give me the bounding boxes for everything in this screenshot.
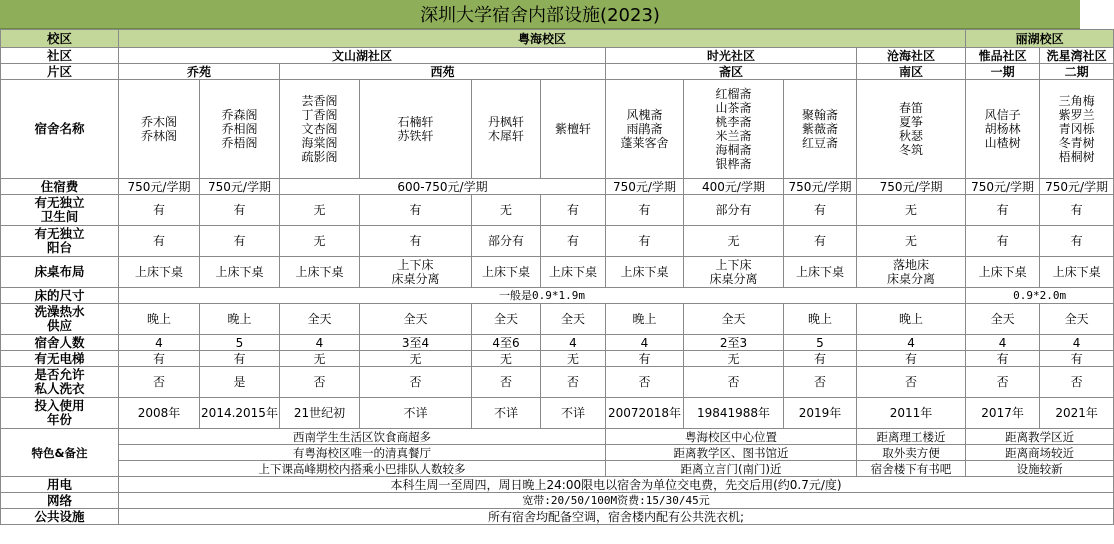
bath-cell: 有 bbox=[606, 195, 684, 226]
cell-line: 海桐斋 bbox=[715, 143, 752, 157]
area-cell: 南区 bbox=[857, 64, 966, 80]
feature-cell: 有粤海校区唯一的清真餐厅 bbox=[119, 445, 606, 461]
people-cell: 4 bbox=[1040, 335, 1114, 351]
area-cell: 乔苑 bbox=[119, 64, 280, 80]
bath-cell: 无 bbox=[857, 195, 966, 226]
cell-line: 洗澡热水 bbox=[34, 304, 85, 319]
bath-cell: 无 bbox=[280, 195, 360, 226]
year-cell: 2014.2015年 bbox=[200, 398, 280, 429]
network-row bbox=[1, 493, 1114, 509]
water-cell: 晚上 bbox=[857, 304, 966, 335]
fee-cell: 400元/学期 bbox=[684, 179, 784, 195]
water-cell: 全天 bbox=[966, 304, 1040, 335]
elevator-cell: 有 bbox=[606, 351, 684, 367]
campus-cell: 粤海校区 bbox=[119, 30, 966, 48]
community-cell: 文山湖社区 bbox=[119, 48, 606, 64]
people-cell: 4至6 bbox=[472, 335, 541, 351]
washer-cell: 否 bbox=[606, 367, 684, 398]
cell-line: 丁香阁 bbox=[301, 108, 338, 122]
row-label bbox=[1, 304, 119, 335]
layout-cell bbox=[684, 257, 784, 288]
dorm-names-cell bbox=[606, 80, 684, 179]
community-cell: 沧海社区 bbox=[857, 48, 966, 64]
layout-cell bbox=[606, 257, 684, 288]
people-row bbox=[1, 335, 1114, 351]
washer-cell: 是 bbox=[200, 367, 280, 398]
cell-line: 卫生间 bbox=[40, 209, 79, 224]
feature-cell: 粤海校区中心位置 bbox=[606, 429, 857, 445]
layout-cell bbox=[200, 257, 280, 288]
fee-cell: 750元/学期 bbox=[200, 179, 280, 195]
fee-cell: 600-750元/学期 bbox=[280, 179, 606, 195]
washer-cell: 否 bbox=[784, 367, 857, 398]
community-cell: 洗星湾社区 bbox=[1040, 48, 1114, 64]
public-row bbox=[1, 509, 1114, 525]
bed-size-row bbox=[1, 288, 1114, 304]
campus-row bbox=[1, 30, 1114, 48]
fee-cell: 750元/学期 bbox=[1040, 179, 1114, 195]
fee-cell: 750元/学期 bbox=[606, 179, 684, 195]
people-cell: 4 bbox=[966, 335, 1040, 351]
washer-cell: 否 bbox=[966, 367, 1040, 398]
cell-line: 木犀轩 bbox=[487, 129, 524, 143]
area-cell: 一期 bbox=[966, 64, 1040, 80]
cell-line: 年份 bbox=[46, 412, 72, 427]
fee-cell: 750元/学期 bbox=[119, 179, 200, 195]
people-cell: 5 bbox=[784, 335, 857, 351]
cell-line: 乔森阁 bbox=[221, 108, 258, 122]
year-cell: 不详 bbox=[541, 398, 606, 429]
cell-line: 梧桐树 bbox=[1058, 150, 1095, 164]
washer-row bbox=[1, 367, 1114, 398]
cell-line: 供应 bbox=[46, 318, 72, 333]
electricity-row bbox=[1, 477, 1114, 493]
row-label: 住宿费 bbox=[1, 179, 119, 195]
cell-line: 紫檀轩 bbox=[554, 122, 591, 136]
water-cell: 晚上 bbox=[119, 304, 200, 335]
washer-cell: 否 bbox=[857, 367, 966, 398]
feature-cell: 宿舍楼下有书吧 bbox=[857, 461, 966, 477]
layout-cell bbox=[360, 257, 472, 288]
cell-line: 紫薇斋 bbox=[801, 122, 838, 136]
dorm-names-cell bbox=[684, 80, 784, 179]
year-cell: 2019年 bbox=[784, 398, 857, 429]
water-cell: 全天 bbox=[280, 304, 360, 335]
layout-cell bbox=[541, 257, 606, 288]
cell-line: 雨鹃斋 bbox=[626, 122, 663, 136]
fee-cell: 750元/学期 bbox=[784, 179, 857, 195]
cell-line: 聚翰斋 bbox=[801, 108, 838, 122]
electricity-cell: 本科生周一至周四，周日晚上24:00限电以宿舍为单位交电费，先交后用(约0.7元/度) bbox=[119, 477, 1114, 493]
community-cell: 时光社区 bbox=[606, 48, 857, 64]
year-cell: 不详 bbox=[360, 398, 472, 429]
cell-line: 落地床 bbox=[893, 258, 930, 272]
balcony-cell: 有 bbox=[541, 226, 606, 257]
row-label: 床桌布局 bbox=[1, 257, 119, 288]
row-label: 特色&备注 bbox=[1, 429, 119, 477]
cell-line: 上床下桌 bbox=[481, 265, 530, 279]
cell-line: 疏影阁 bbox=[301, 150, 338, 164]
cell-line: 床桌分离 bbox=[887, 272, 936, 286]
cell-line: 有无独立 bbox=[34, 226, 85, 241]
row-label: 片区 bbox=[1, 64, 119, 80]
year-cell: 2021年 bbox=[1040, 398, 1114, 429]
cell-line: 银桦斋 bbox=[715, 157, 752, 171]
layout-cell bbox=[119, 257, 200, 288]
layout-cell bbox=[280, 257, 360, 288]
water-cell: 全天 bbox=[1040, 304, 1114, 335]
cell-line: 秋瑟 bbox=[899, 129, 924, 143]
water-cell: 全天 bbox=[360, 304, 472, 335]
year-cell: 20072018年 bbox=[606, 398, 684, 429]
cell-line: 乔梧阁 bbox=[221, 136, 258, 150]
row-label: 宿舍人数 bbox=[1, 335, 119, 351]
year-cell: 21世纪初 bbox=[280, 398, 360, 429]
fee-row bbox=[1, 179, 1114, 195]
feature-cell: 距离理工楼近 bbox=[857, 429, 966, 445]
people-cell: 3至4 bbox=[360, 335, 472, 351]
feature-cell: 距离商场较近 bbox=[966, 445, 1114, 461]
area-cell: 二期 bbox=[1040, 64, 1114, 80]
row-label bbox=[1, 398, 119, 429]
water-cell: 全天 bbox=[541, 304, 606, 335]
bath-cell: 部分有 bbox=[684, 195, 784, 226]
row-label: 床的尺寸 bbox=[1, 288, 119, 304]
feature-cell: 距离教学区近 bbox=[966, 429, 1114, 445]
bath-cell: 有 bbox=[360, 195, 472, 226]
cell-line: 乔林阁 bbox=[140, 129, 177, 143]
bath-cell: 无 bbox=[472, 195, 541, 226]
cell-line: 海棠阁 bbox=[301, 136, 338, 150]
elevator-row bbox=[1, 351, 1114, 367]
water-cell: 晚上 bbox=[606, 304, 684, 335]
cell-line: 山茶斋 bbox=[715, 101, 752, 115]
hot-water-row bbox=[1, 304, 1114, 335]
feature-cell: 上下课高峰期校内搭乘小巴排队人数较多 bbox=[119, 461, 606, 477]
balcony-cell: 有 bbox=[1040, 226, 1114, 257]
cell-line: 桃李斋 bbox=[715, 115, 752, 129]
cell-line: 红榴斋 bbox=[715, 87, 752, 101]
cell-line: 上床下桌 bbox=[1052, 265, 1101, 279]
people-cell: 2至3 bbox=[684, 335, 784, 351]
bath-cell: 有 bbox=[119, 195, 200, 226]
cell-line: 床桌分离 bbox=[391, 272, 440, 286]
washer-cell: 否 bbox=[1040, 367, 1114, 398]
year-cell: 2011年 bbox=[857, 398, 966, 429]
washer-cell: 否 bbox=[360, 367, 472, 398]
cell-line: 夏筝 bbox=[899, 115, 924, 129]
layout-cell bbox=[472, 257, 541, 288]
bath-row bbox=[1, 195, 1114, 226]
balcony-row bbox=[1, 226, 1114, 257]
cell-line: 上床下桌 bbox=[978, 265, 1027, 279]
cell-line: 三角梅 bbox=[1058, 94, 1095, 108]
cell-line: 私人洗衣 bbox=[34, 381, 85, 396]
cell-line: 是否允许 bbox=[34, 367, 85, 382]
cell-line: 冬筑 bbox=[899, 143, 924, 157]
cell-line: 上床下桌 bbox=[795, 265, 844, 279]
campus-cell: 丽湖校区 bbox=[966, 30, 1114, 48]
community-cell: 惟品社区 bbox=[966, 48, 1040, 64]
cell-line: 芸香阁 bbox=[301, 94, 338, 108]
cell-line: 上床下桌 bbox=[215, 265, 264, 279]
layout-cell bbox=[1040, 257, 1114, 288]
feature-row bbox=[1, 461, 1114, 477]
feature-row bbox=[1, 445, 1114, 461]
cell-line: 文杏阁 bbox=[301, 122, 338, 136]
washer-cell: 否 bbox=[280, 367, 360, 398]
cell-line: 丹枫轩 bbox=[487, 115, 524, 129]
cell-line: 上下床 bbox=[397, 258, 434, 272]
year-cell: 19841988年 bbox=[684, 398, 784, 429]
feature-cell: 距离教学区、图书馆近 bbox=[606, 445, 857, 461]
feature-row bbox=[1, 429, 1114, 445]
people-cell: 4 bbox=[541, 335, 606, 351]
feature-cell: 西南学生生活区饮食商超多 bbox=[119, 429, 606, 445]
water-cell: 全天 bbox=[684, 304, 784, 335]
dorm-names-cell bbox=[360, 80, 472, 179]
row-label bbox=[1, 367, 119, 398]
water-cell: 全天 bbox=[472, 304, 541, 335]
cell-line: 春笛 bbox=[899, 101, 924, 115]
cell-line: 胡杨林 bbox=[984, 122, 1021, 136]
row-label: 校区 bbox=[1, 30, 119, 48]
network-cell: 宽带:20/50/100M资费:15/30/45元 bbox=[119, 493, 1114, 509]
cell-line: 有无独立 bbox=[34, 195, 85, 210]
area-cell: 西苑 bbox=[280, 64, 606, 80]
people-cell: 5 bbox=[200, 335, 280, 351]
row-label: 宿舍名称 bbox=[1, 80, 119, 179]
washer-cell: 否 bbox=[541, 367, 606, 398]
people-cell: 4 bbox=[857, 335, 966, 351]
elevator-cell: 有 bbox=[857, 351, 966, 367]
elevator-cell: 有 bbox=[200, 351, 280, 367]
balcony-cell: 无 bbox=[857, 226, 966, 257]
year-cell: 不详 bbox=[472, 398, 541, 429]
cell-line: 阳台 bbox=[46, 240, 72, 255]
layout-cell bbox=[857, 257, 966, 288]
bath-cell: 有 bbox=[1040, 195, 1114, 226]
layout-cell bbox=[966, 257, 1040, 288]
year-cell: 2008年 bbox=[119, 398, 200, 429]
cell-line: 床桌分离 bbox=[709, 272, 758, 286]
balcony-cell: 有 bbox=[200, 226, 280, 257]
dorm-names-cell bbox=[472, 80, 541, 179]
cell-line: 蓬莱客舍 bbox=[620, 136, 669, 150]
cell-line: 石楠轩 bbox=[397, 115, 434, 129]
balcony-cell: 部分有 bbox=[472, 226, 541, 257]
feature-cell: 设施较新 bbox=[966, 461, 1114, 477]
cell-line: 冬青树 bbox=[1058, 136, 1095, 150]
year-row bbox=[1, 398, 1114, 429]
elevator-cell: 无 bbox=[360, 351, 472, 367]
people-cell: 4 bbox=[606, 335, 684, 351]
dorm-names-cell bbox=[966, 80, 1040, 179]
elevator-cell: 无 bbox=[280, 351, 360, 367]
elevator-cell: 无 bbox=[684, 351, 784, 367]
bath-cell: 有 bbox=[541, 195, 606, 226]
cell-line: 上床下桌 bbox=[548, 265, 597, 279]
balcony-cell: 无 bbox=[684, 226, 784, 257]
cell-line: 投入使用 bbox=[34, 398, 85, 413]
balcony-cell: 有 bbox=[606, 226, 684, 257]
washer-cell: 否 bbox=[472, 367, 541, 398]
bath-cell: 有 bbox=[966, 195, 1040, 226]
balcony-cell: 无 bbox=[280, 226, 360, 257]
community-row bbox=[1, 48, 1114, 64]
year-cell: 2017年 bbox=[966, 398, 1040, 429]
cell-line: 上床下桌 bbox=[620, 265, 669, 279]
cell-line: 山楂树 bbox=[984, 136, 1021, 150]
balcony-cell: 有 bbox=[360, 226, 472, 257]
dorm-names-cell bbox=[784, 80, 857, 179]
dorm-names-cell bbox=[200, 80, 280, 179]
cell-line: 红豆斋 bbox=[801, 136, 838, 150]
people-cell: 4 bbox=[280, 335, 360, 351]
row-label: 社区 bbox=[1, 48, 119, 64]
area-row bbox=[1, 64, 1114, 80]
balcony-cell: 有 bbox=[784, 226, 857, 257]
row-label: 用电 bbox=[1, 477, 119, 493]
layout-row bbox=[1, 257, 1114, 288]
feature-cell: 取外卖方便 bbox=[857, 445, 966, 461]
cell-line: 风槐斋 bbox=[626, 108, 663, 122]
washer-cell: 否 bbox=[684, 367, 784, 398]
cell-line: 上床下桌 bbox=[295, 265, 344, 279]
layout-cell bbox=[784, 257, 857, 288]
cell-line: 苏铁轩 bbox=[397, 129, 434, 143]
dorm-names-cell bbox=[541, 80, 606, 179]
row-label: 公共设施 bbox=[1, 509, 119, 525]
area-cell: 斋区 bbox=[606, 64, 857, 80]
dorm-names-cell bbox=[280, 80, 360, 179]
bath-cell: 有 bbox=[784, 195, 857, 226]
cell-line: 风信子 bbox=[984, 108, 1021, 122]
elevator-cell: 有 bbox=[119, 351, 200, 367]
elevator-cell: 有 bbox=[1040, 351, 1114, 367]
row-label: 网络 bbox=[1, 493, 119, 509]
balcony-cell: 有 bbox=[966, 226, 1040, 257]
elevator-cell: 有 bbox=[784, 351, 857, 367]
row-label bbox=[1, 226, 119, 257]
bed-size-cell: 0.9*2.0m bbox=[966, 288, 1114, 304]
bath-cell: 有 bbox=[200, 195, 280, 226]
cell-line: 米兰斋 bbox=[715, 129, 752, 143]
sheet-title: 深圳大学宿舍内部设施(2023) bbox=[0, 0, 1080, 29]
elevator-cell: 无 bbox=[541, 351, 606, 367]
cell-line: 乔木阁 bbox=[140, 115, 177, 129]
water-cell: 晚上 bbox=[784, 304, 857, 335]
cell-line: 上床下桌 bbox=[134, 265, 183, 279]
cell-line: 乔相阁 bbox=[221, 122, 258, 136]
water-cell: 晚上 bbox=[200, 304, 280, 335]
dorm-names-cell bbox=[119, 80, 200, 179]
fee-cell: 750元/学期 bbox=[857, 179, 966, 195]
washer-cell: 否 bbox=[119, 367, 200, 398]
feature-cell: 距离立言门(南门)近 bbox=[606, 461, 857, 477]
cell-line: 紫罗兰 bbox=[1058, 108, 1095, 122]
fee-cell: 750元/学期 bbox=[966, 179, 1040, 195]
row-label bbox=[1, 195, 119, 226]
people-cell: 4 bbox=[119, 335, 200, 351]
public-cell: 所有宿舍均配备空调，宿舍楼内配有公共洗衣机; bbox=[119, 509, 1114, 525]
facilities-table bbox=[0, 29, 1114, 525]
names-row bbox=[1, 80, 1114, 179]
elevator-cell: 无 bbox=[472, 351, 541, 367]
bed-size-cell: 一般是0.9*1.9m bbox=[119, 288, 966, 304]
cell-line: 上下床 bbox=[715, 258, 752, 272]
balcony-cell: 有 bbox=[119, 226, 200, 257]
row-label: 有无电梯 bbox=[1, 351, 119, 367]
cell-line: 青冈栎 bbox=[1058, 122, 1095, 136]
dorm-names-cell bbox=[857, 80, 966, 179]
dorm-names-cell bbox=[1040, 80, 1114, 179]
elevator-cell: 有 bbox=[966, 351, 1040, 367]
